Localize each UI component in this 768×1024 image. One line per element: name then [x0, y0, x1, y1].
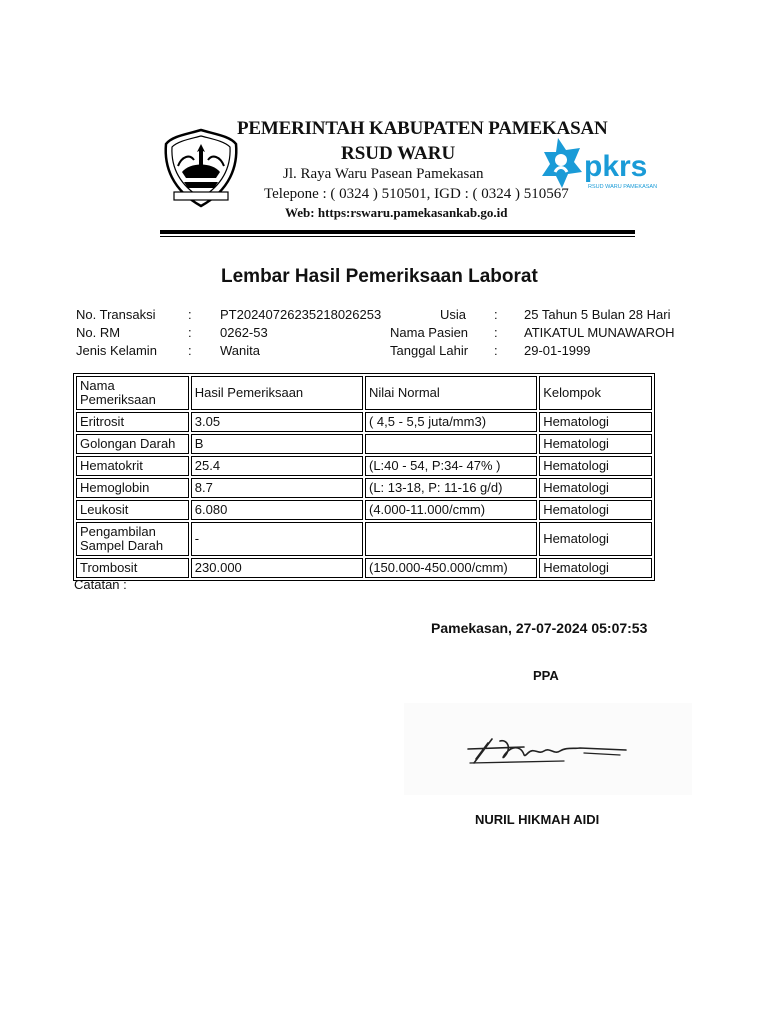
- patient-name-label: Nama Pasien: [390, 325, 469, 340]
- table-row: [76, 456, 652, 476]
- test-group: Hematologi: [539, 478, 652, 498]
- birth-date-label: Tanggal Lahir: [390, 343, 469, 358]
- test-group: Hematologi: [539, 412, 652, 432]
- colon: :: [494, 307, 498, 322]
- document-title: Lembar Hasil Pemeriksaan Laborat: [221, 266, 538, 287]
- header-normal-range: Nilai Normal: [365, 376, 537, 410]
- test-result: -: [191, 522, 363, 556]
- test-group: Hematologi: [539, 558, 652, 578]
- colon: :: [188, 343, 192, 358]
- table-row: [76, 434, 652, 454]
- letterhead-phone: Telepone : ( 0324 ) 510501, IGD : ( 0324 ) 510567: [264, 186, 569, 202]
- colon: :: [188, 325, 192, 340]
- test-result: 3.05: [191, 412, 363, 432]
- test-group: Hematologi: [539, 522, 652, 556]
- header-result: Hasil Pemeriksaan: [191, 376, 363, 410]
- place-and-date: Pamekasan, 27-07-2024 05:07:53: [431, 620, 648, 636]
- transaction-number: PT20240726235218026253: [220, 307, 382, 322]
- pkrs-logo-icon: [538, 132, 658, 208]
- test-name: Hemoglobin: [76, 478, 189, 498]
- birth-date: 29-01-1999: [524, 343, 591, 358]
- rm-label: No. RM: [76, 325, 121, 340]
- table-row: [76, 558, 652, 578]
- signer-role: PPA: [533, 668, 559, 683]
- transaction-label: No. Transaksi: [76, 307, 156, 322]
- test-name: Golongan Darah: [76, 434, 189, 454]
- test-name: Pengambilan Sampel Darah: [76, 522, 189, 556]
- patient-name: ATIKATUL MUNAWAROH: [524, 325, 675, 340]
- table-row: [76, 500, 652, 520]
- notes-label: Catatan :: [74, 577, 127, 592]
- normal-range: (4.000-11.000/cmm): [365, 500, 537, 520]
- letterhead-divider: [160, 230, 635, 234]
- test-group: Hematologi: [539, 500, 652, 520]
- table-row: [76, 522, 652, 556]
- test-name: Eritrosit: [76, 412, 189, 432]
- svg-text:pkrs: pkrs: [584, 150, 648, 183]
- letterhead-address: Jl. Raya Waru Pasean Pamekasan: [283, 166, 484, 182]
- table-row: [76, 412, 652, 432]
- test-group: Hematologi: [539, 456, 652, 476]
- normal-range: (L: 13-18, P: 11-16 g/d): [365, 478, 537, 498]
- normal-range: (150.000-450.000/cmm): [365, 558, 537, 578]
- colon: :: [494, 343, 498, 358]
- gender-label: Jenis Kelamin: [76, 343, 157, 358]
- signature-image: [404, 703, 692, 795]
- age-value: 25 Tahun 5 Bulan 28 Hari: [524, 307, 671, 322]
- rm-number: 0262-53: [220, 325, 268, 340]
- gender-value: Wanita: [220, 343, 260, 358]
- test-result: 6.080: [191, 500, 363, 520]
- letterhead-website: Web: https:rswaru.pamekasankab.go.id: [285, 205, 508, 220]
- test-result: B: [191, 434, 363, 454]
- normal-range: (L:40 - 54, P:34- 47% ): [365, 456, 537, 476]
- normal-range: [365, 522, 537, 556]
- letterhead-title: PEMERINTAH KABUPATEN PAMEKASAN: [237, 118, 608, 139]
- age-label: Usia: [440, 307, 467, 322]
- test-name: Hematokrit: [76, 456, 189, 476]
- signer-name: NURIL HIKMAH AIDI: [475, 812, 600, 827]
- test-name: Trombosit: [76, 558, 189, 578]
- signature-icon: [404, 703, 692, 795]
- header-test-name: Nama Pemeriksaan: [76, 376, 189, 410]
- test-result: 8.7: [191, 478, 363, 498]
- letterhead-hospital-name: RSUD WARU: [341, 143, 456, 164]
- header-group: Kelompok: [539, 376, 652, 410]
- test-result: 25.4: [191, 456, 363, 476]
- test-result: 230.000: [191, 558, 363, 578]
- svg-text:RSUD WARU PAMEKASAN: RSUD WARU PAMEKASAN: [588, 184, 658, 190]
- normal-range: ( 4,5 - 5,5 juta/mm3): [365, 412, 537, 432]
- kabupaten-emblem-icon: [160, 126, 242, 210]
- lab-results-table: [73, 373, 655, 581]
- test-group: Hematologi: [539, 434, 652, 454]
- colon: :: [494, 325, 498, 340]
- table-row: [76, 478, 652, 498]
- test-name: Leukosit: [76, 500, 189, 520]
- colon: :: [188, 307, 192, 322]
- table-header-row: [76, 376, 652, 410]
- letterhead-divider-thin: [160, 236, 635, 237]
- normal-range: [365, 434, 537, 454]
